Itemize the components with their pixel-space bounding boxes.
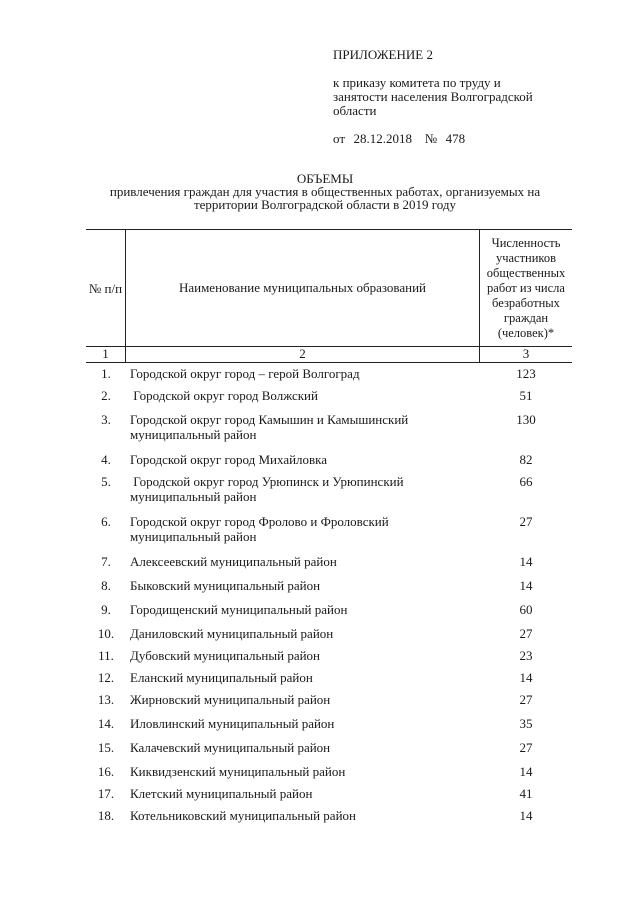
table-row <box>86 578 572 602</box>
table-row <box>86 474 572 514</box>
row-participants-count: 35 <box>519 716 533 731</box>
row-municipality-name: Городской округ город Камышин и Камышинский муниципальный район <box>130 412 412 442</box>
row-number: 12. <box>97 670 115 685</box>
row-number: 6. <box>101 514 111 529</box>
row-municipality-name: Городской округ город Урюпинск и Урюпинский муниципальный район <box>130 474 407 504</box>
appendix-block <box>333 48 583 146</box>
table-row <box>86 554 572 578</box>
table-row <box>86 764 572 786</box>
table-row <box>86 452 572 474</box>
table-row <box>86 670 572 692</box>
table-row <box>86 692 572 716</box>
row-number: 13. <box>97 692 115 707</box>
heading-line-1: привлечения граждан для участия в общественных работах, организуемых на <box>109 184 541 199</box>
row-participants-count: 14 <box>519 764 533 779</box>
column-number-1: 1 <box>86 347 126 362</box>
row-municipality-name: Городской округ город Михайловка <box>130 452 328 467</box>
row-municipality-name: Дубовский муниципальный район <box>130 648 321 663</box>
row-number: 10. <box>97 626 115 641</box>
appendix-line-3: области <box>333 103 377 118</box>
row-number: 18. <box>97 808 115 823</box>
row-municipality-name: Городищенский муниципальный район <box>130 602 348 617</box>
order-date-number: от 28.12.2018 № 478 <box>333 131 466 146</box>
row-number: 4. <box>101 452 111 467</box>
row-participants-count: 41 <box>519 786 533 801</box>
row-participants-count: 27 <box>519 740 533 755</box>
column-numbers-row <box>86 346 572 363</box>
row-municipality-name: Киквидзенский муниципальный район <box>130 764 346 779</box>
appendix-line-1: к приказу комитета по труду и <box>333 75 501 90</box>
row-municipality-name: Иловлинский муниципальный район <box>130 716 335 731</box>
row-number: 9. <box>101 602 111 617</box>
table-row <box>86 412 572 452</box>
row-municipality-name: Городской округ город Фролово и Фроловский муниципальный район <box>130 514 392 544</box>
row-participants-count: 14 <box>519 554 533 569</box>
row-participants-count: 60 <box>519 602 533 617</box>
row-number: 16. <box>97 764 115 779</box>
heading-line-2: территории Волгоградской области в 2019 году <box>193 197 457 212</box>
row-participants-count: 123 <box>516 366 536 381</box>
column-number-2: 2 <box>126 347 480 362</box>
row-participants-count: 51 <box>519 388 533 403</box>
row-participants-count: 27 <box>519 626 533 641</box>
table-row <box>86 514 572 554</box>
row-number: 1. <box>101 366 111 381</box>
column-number-3: 3 <box>522 346 530 361</box>
volumes-table <box>86 229 572 830</box>
header-num: № п/п <box>86 230 126 346</box>
table-row <box>86 808 572 830</box>
row-number: 17. <box>97 786 115 801</box>
table-body <box>86 366 572 830</box>
table-row <box>86 716 572 740</box>
row-participants-count: 14 <box>519 670 533 685</box>
appendix-line-2: занятости населения Волгоградской <box>333 89 533 104</box>
table-row <box>86 786 572 808</box>
row-municipality-name: Еланский муниципальный район <box>130 670 313 685</box>
row-municipality-name: Городской округ город Волжский <box>130 388 318 403</box>
row-number: 11. <box>98 648 114 663</box>
row-participants-count: 14 <box>519 578 533 593</box>
row-number: 14. <box>97 716 115 731</box>
row-participants-count: 14 <box>519 808 533 823</box>
row-participants-count: 82 <box>519 452 533 467</box>
header-count: Численность участников общественных работ из числа безработных граждан (человек)* <box>486 235 566 340</box>
row-participants-count: 130 <box>516 412 536 427</box>
table-row <box>86 648 572 670</box>
row-number: 7. <box>101 554 111 569</box>
table-row <box>86 602 572 626</box>
row-number: 2. <box>101 388 111 403</box>
table-row <box>86 626 572 648</box>
row-municipality-name: Калачевский муниципальный район <box>130 740 331 755</box>
table-row <box>86 388 572 412</box>
row-municipality-name: Быковский муниципальный район <box>130 578 321 593</box>
table-row <box>86 366 572 388</box>
row-number: 3. <box>101 412 111 427</box>
row-number: 5. <box>101 474 111 489</box>
row-municipality-name: Котельниковский муниципальный район <box>130 808 356 823</box>
appendix-title: ПРИЛОЖЕНИЕ 2 <box>333 47 433 62</box>
row-municipality-name: Даниловский муниципальный район <box>130 626 334 641</box>
header-name: Наименование муниципальных образований <box>126 230 480 346</box>
row-participants-count: 23 <box>519 648 533 663</box>
row-participants-count: 66 <box>519 474 533 489</box>
row-number: 15. <box>97 740 115 755</box>
table-row <box>86 740 572 764</box>
heading-title: ОБЪЕМЫ <box>296 171 354 186</box>
document-heading <box>60 172 590 211</box>
row-participants-count: 27 <box>519 692 533 707</box>
row-participants-count: 27 <box>519 514 533 529</box>
row-municipality-name: Городской округ город – герой Волгоград <box>130 366 360 381</box>
table-header <box>86 229 572 346</box>
row-number: 8. <box>101 578 111 593</box>
row-municipality-name: Алексеевский муниципальный район <box>130 554 337 569</box>
row-municipality-name: Клетский муниципальный район <box>130 786 313 801</box>
row-municipality-name: Жирновский муниципальный район <box>130 692 331 707</box>
